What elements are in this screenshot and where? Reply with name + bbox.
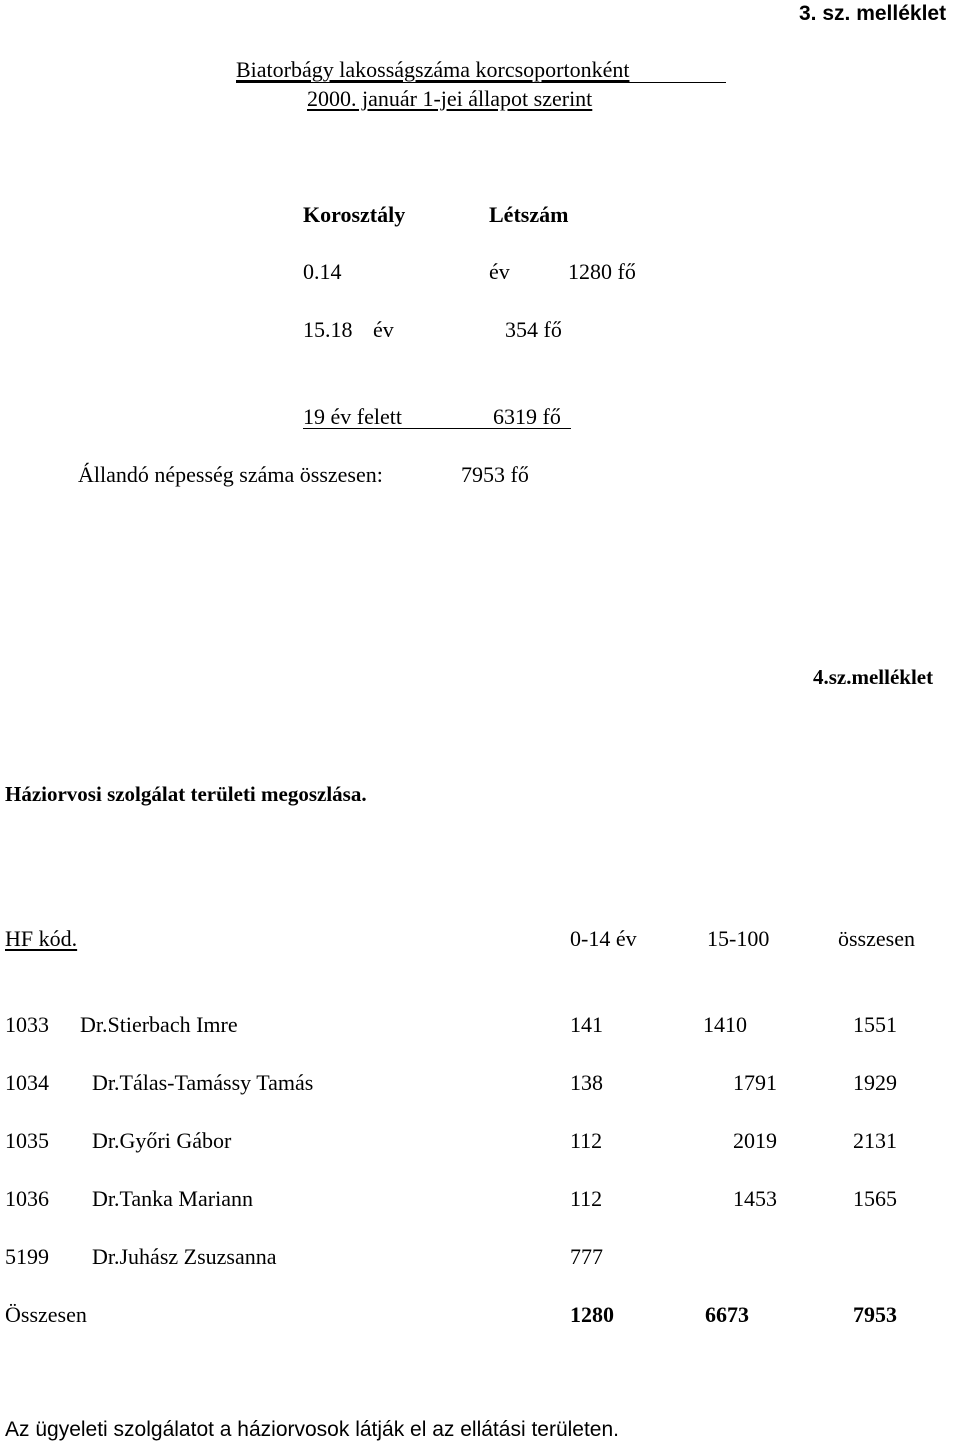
annex3-row3-count: 6319 fő <box>493 404 561 429</box>
annex3-row1-count: 1280 fő <box>568 259 636 284</box>
annex3-row2-count: 354 fő <box>505 317 562 342</box>
sum-label: Összesen <box>5 1302 87 1327</box>
sum-total: 7953 <box>853 1302 897 1327</box>
row-age-0-14: 112 <box>570 1186 603 1211</box>
row-code: 5199 <box>5 1244 49 1269</box>
annex3-title-underline <box>236 82 726 83</box>
row-name: Dr.Győri Gábor <box>92 1128 232 1153</box>
row-name: Dr.Tálas-Tamássy Tamás <box>92 1070 314 1095</box>
row-total: 2131 <box>853 1128 897 1153</box>
row-code: 1036 <box>5 1186 49 1211</box>
annex3-total-value: 7953 fő <box>461 462 529 487</box>
sum-age-15-100: 6673 <box>705 1302 749 1327</box>
annex3-row2-age: 15.18 <box>303 317 353 342</box>
annex3-row1-age: 0.14 <box>303 259 342 284</box>
annex3-col-age: Korosztály <box>303 202 406 227</box>
annex4-header-age-0-14: 0-14 év <box>570 926 637 951</box>
annex3-total-label: Állandó népesség száma összesen: <box>78 462 383 487</box>
annex3-row3-age: 19 év felett <box>303 404 402 429</box>
row-code: 1033 <box>5 1012 49 1037</box>
row-code: 1035 <box>5 1128 49 1153</box>
row-total: 1565 <box>853 1186 897 1211</box>
row-age-0-14: 138 <box>570 1070 603 1095</box>
row-code: 1034 <box>5 1070 49 1095</box>
row-age-15-100: 1410 <box>703 1012 747 1037</box>
annex3-title-line2: 2000. január 1-jei állapot szerint <box>307 86 593 111</box>
annex3-row2-unit: év <box>373 317 394 342</box>
annex4-header-age-15-100: 15-100 <box>707 926 770 951</box>
row-total: 1551 <box>853 1012 897 1037</box>
annex3-row1-unit: év <box>489 259 510 284</box>
footer-note: Az ügyeleti szolgálatot a háziorvosok látják el az ellátási területen. <box>5 1418 620 1441</box>
annex3-row3-underline <box>303 428 571 429</box>
row-age-0-14: 777 <box>570 1244 603 1269</box>
row-age-15-100: 1453 <box>733 1186 777 1211</box>
row-age-0-14: 141 <box>570 1012 603 1037</box>
row-name: Dr.Stierbach Imre <box>80 1012 238 1037</box>
annex3-col-count: Létszám <box>489 202 569 227</box>
annex3-label: 3. sz. melléklet <box>799 2 947 25</box>
sum-age-0-14: 1280 <box>570 1302 614 1327</box>
annex4-title: Háziorvosi szolgálat területi megoszlása. <box>5 782 367 806</box>
row-total: 1929 <box>853 1070 897 1095</box>
annex4-label: 4.sz.melléklet <box>813 665 934 689</box>
row-age-15-100: 2019 <box>733 1128 777 1153</box>
row-age-0-14: 112 <box>570 1128 603 1153</box>
annex4-header-total: összesen <box>838 926 915 951</box>
row-name: Dr.Tanka Mariann <box>92 1186 253 1211</box>
row-name: Dr.Juhász Zsuzsanna <box>92 1244 277 1269</box>
annex3-title-line1: Biatorbágy lakosságszáma korcsoportonként <box>236 57 630 82</box>
annex4-header-code: HF kód. <box>5 926 78 951</box>
row-age-15-100: 1791 <box>733 1070 777 1095</box>
